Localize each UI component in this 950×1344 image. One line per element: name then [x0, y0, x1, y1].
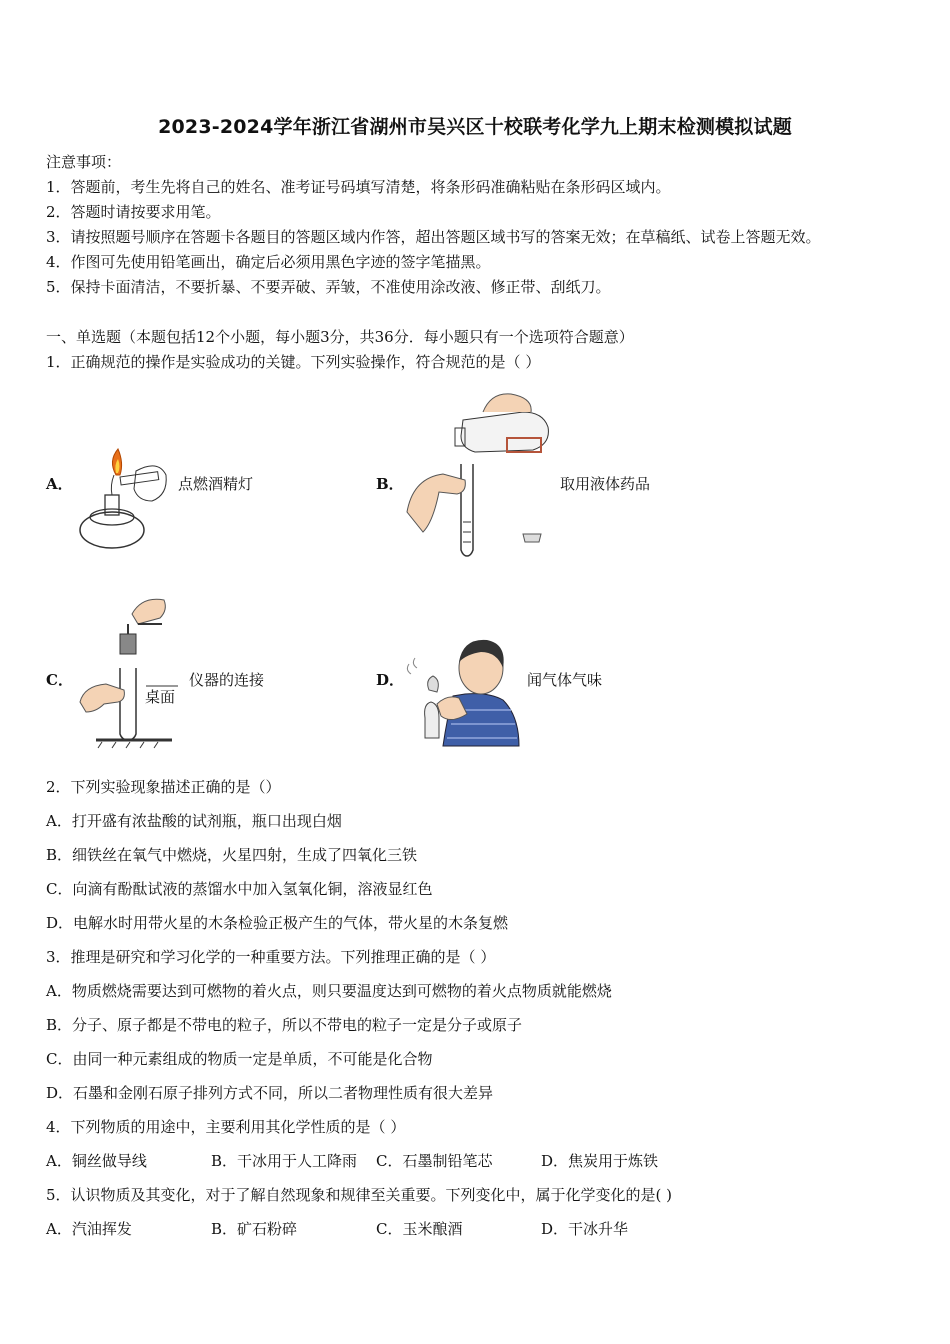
- option: D．石墨和金刚石原子排列方式不同，所以二者物理性质有很大差异: [46, 1084, 494, 1102]
- notice-item: 3．请按照题号顺序在答题卡各题目的答题区域内作答，超出答题区域书写的答案无效；在草稿纸、试卷上答题无效。: [46, 228, 821, 246]
- notice-item: 5．保持卡面清洁，不要折暴、不要弄破、弄皱，不准使用涂改液、修正带、刮纸刀。: [46, 278, 611, 296]
- option: C．玉米酿酒: [376, 1220, 463, 1238]
- figure-c-letter: C．: [46, 671, 73, 689]
- option: B．矿石粉碎: [211, 1220, 298, 1238]
- option: A．打开盛有浓盐酸的试剂瓶，瓶口出现白烟: [46, 812, 342, 830]
- option: A．汽油挥发: [46, 1220, 132, 1238]
- option: D．干冰升华: [541, 1220, 629, 1238]
- question-2-stem: 2．下列实验现象描述正确的是（）: [46, 778, 281, 796]
- option: C．石墨制铅笔芯: [376, 1152, 493, 1170]
- smelling-gas-illustration: [403, 634, 521, 750]
- option: C．向滴有酚酞试液的蒸馏水中加入氢氧化铜，溶液显红色: [46, 880, 433, 898]
- option: D．焦炭用于炼铁: [541, 1152, 659, 1170]
- option: B．细铁丝在氧气中燃烧，火星四射，生成了四氧化三铁: [46, 846, 418, 864]
- page-title: 2023-2024学年浙江省湖州市吴兴区十校联考化学九上期末检测模拟试题: [158, 116, 792, 138]
- option: B．分子、原子都是不带电的粒子，所以不带电的粒子一定是分子或原子: [46, 1016, 523, 1034]
- option: C．由同一种元素组成的物质一定是单质，不可能是化合物: [46, 1050, 433, 1068]
- notice-item: 2．答题时请按要求用笔。: [46, 203, 221, 221]
- option: B．干冰用于人工降雨: [211, 1152, 358, 1170]
- figure-b-letter: B．: [376, 475, 404, 493]
- figure-c-caption: 仪器的连接: [189, 671, 265, 689]
- liquid-pouring-illustration: [403, 382, 553, 557]
- option: A．铜丝做导线: [46, 1152, 147, 1170]
- figure-d-caption: 闻气体气味: [527, 671, 603, 689]
- figure-a-letter: A．: [46, 475, 73, 493]
- table-surface-label: 桌面: [145, 688, 176, 706]
- option: A．物质燃烧需要达到可燃物的着火点，则只要温度达到可燃物的着火点物质就能燃烧: [46, 982, 612, 1000]
- figure-a-caption: 点燃酒精灯: [178, 475, 254, 493]
- question-4-stem: 4．下列物质的用途中，主要利用其化学性质的是（ ）: [46, 1118, 406, 1136]
- notice-item: 1．答题前，考生先将自己的姓名、准考证号码填写清楚，将条形码准确粘贴在条形码区域内。: [46, 178, 671, 196]
- figure-d-letter: D．: [376, 671, 405, 689]
- question-1-stem: 1．正确规范的操作是实验成功的关键。下列实验操作，符合规范的是（ ）: [46, 353, 541, 371]
- question-5-stem: 5．认识物质及其变化，对于了解自然现象和规律至关重要。下列变化中，属于化学变化的是( ): [46, 1186, 673, 1204]
- section-heading: 一、单选题（本题包括12个小题，每小题3分，共36分．每小题只有一个选项符合题意）: [46, 328, 634, 346]
- alcohol-lamp-lighting-illustration: [72, 445, 172, 555]
- apparatus-connection-illustration: [76, 594, 186, 749]
- notice-item: 4．作图可先使用铅笔画出，确定后必须用黑色字迹的签字笔描黑。: [46, 253, 491, 271]
- figure-b-caption: 取用液体药品: [560, 475, 651, 493]
- question-3-stem: 3．推理是研究和学习化学的一种重要方法。下列推理正确的是（ ）: [46, 948, 496, 966]
- option: D．电解水时用带火星的木条检验正极产生的气体，带火星的木条复燃: [46, 914, 509, 932]
- notice-heading: 注意事项：: [46, 153, 122, 171]
